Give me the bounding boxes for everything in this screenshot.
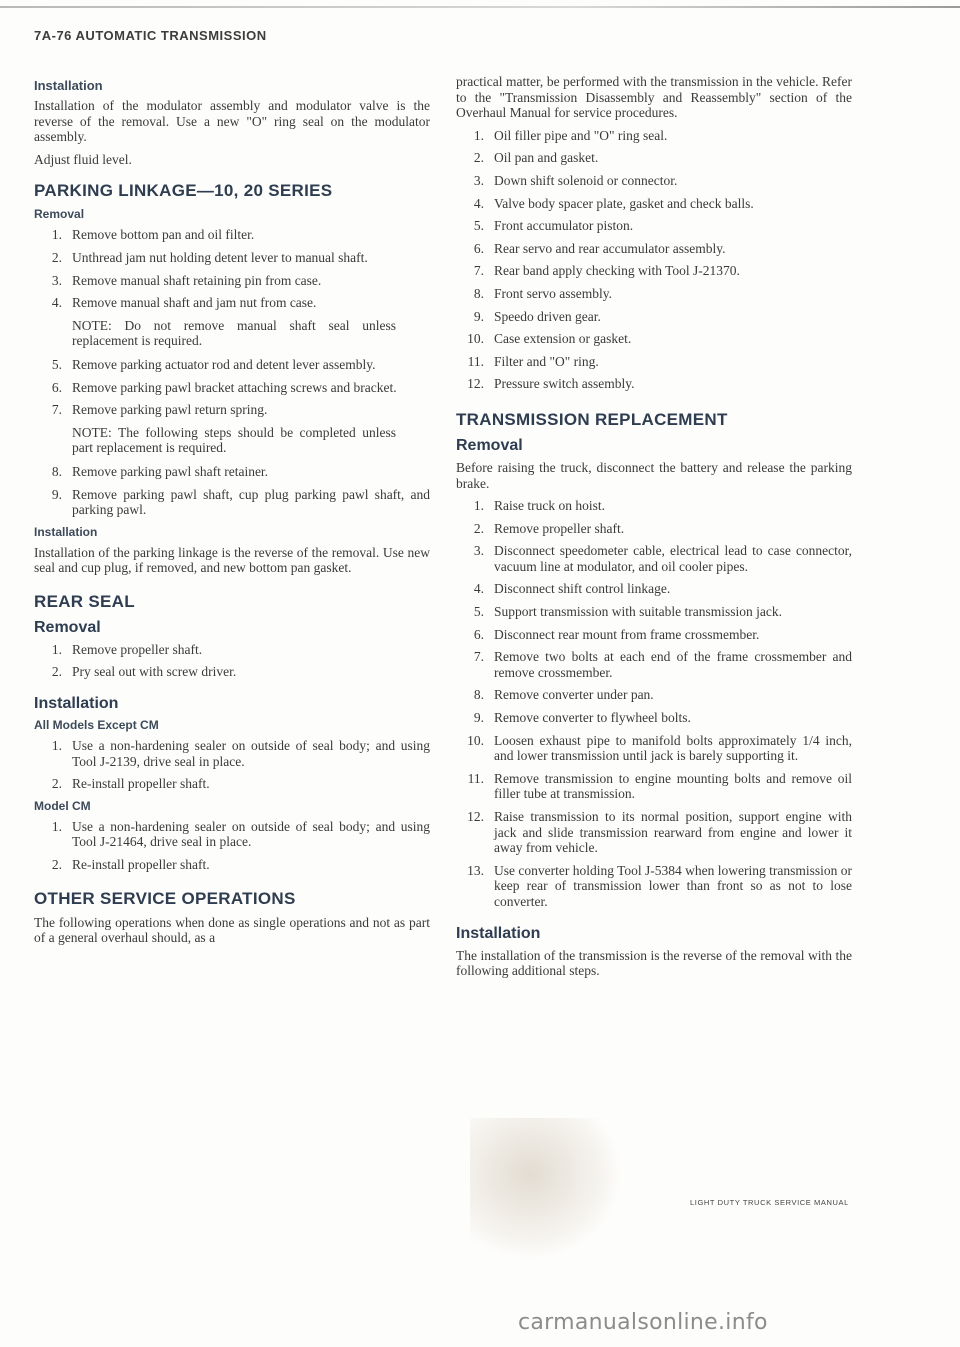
step-number: 11. bbox=[467, 353, 484, 369]
step-number: 2. bbox=[51, 857, 62, 873]
other-service-heading: OTHER SERVICE OPERATIONS bbox=[34, 888, 296, 908]
removal-heading: Removal bbox=[34, 618, 101, 636]
list-item bbox=[34, 357, 430, 373]
list-item bbox=[456, 604, 852, 620]
installation-heading: Installation bbox=[34, 78, 103, 93]
installation-heading: Installation bbox=[34, 695, 119, 713]
step-number: 1. bbox=[51, 641, 62, 657]
removal-heading: Removal bbox=[456, 436, 523, 454]
step-number: 4. bbox=[473, 581, 484, 597]
list-item bbox=[456, 498, 852, 514]
parking-steps-b bbox=[34, 357, 430, 418]
step-number: 1. bbox=[51, 227, 62, 243]
list-item bbox=[456, 309, 852, 325]
replacement-installation-text: The installation of the transmission is the reverse of the removal with the following additional steps. bbox=[456, 947, 852, 979]
step-text: Rear band apply checking with Tool J-21370. bbox=[494, 263, 740, 279]
step-text: Oil pan and gasket. bbox=[494, 150, 599, 166]
step-number: 10. bbox=[467, 331, 484, 347]
step-number: 9. bbox=[473, 308, 484, 324]
list-item bbox=[456, 376, 852, 392]
list-item bbox=[34, 295, 430, 311]
rear-seal-heading: REAR SEAL bbox=[34, 591, 135, 611]
step-text: Filter and "O" ring. bbox=[494, 353, 599, 369]
step-text: Raise truck on hoist. bbox=[494, 498, 605, 514]
list-item bbox=[456, 863, 852, 910]
parking-steps-a bbox=[34, 227, 430, 310]
step-number: 3. bbox=[51, 272, 62, 288]
list-item bbox=[456, 354, 852, 370]
step-text: Down shift solenoid or connector. bbox=[494, 172, 678, 188]
step-number: 8. bbox=[473, 285, 484, 301]
step-text: Pry seal out with screw driver. bbox=[72, 664, 237, 680]
list-item bbox=[456, 218, 852, 234]
step-text: Loosen exhaust pipe to manifold bolts approximately 1/4 inch, and lower transmission until jack is barely supporting it. bbox=[494, 732, 852, 764]
list-item bbox=[456, 286, 852, 302]
step-number: 6. bbox=[473, 240, 484, 256]
list-item bbox=[34, 250, 430, 266]
step-number: 7. bbox=[51, 402, 62, 418]
step-text: Valve body spacer plate, gasket and check balls. bbox=[494, 195, 754, 211]
step-number: 2. bbox=[51, 249, 62, 265]
right-column bbox=[456, 74, 852, 986]
replacement-intro: Before raising the truck, disconnect the battery and release the parking brake. bbox=[456, 459, 852, 491]
parking-installation-text: Installation of the parking linkage is the reverse of the removal. Use new seal and cup plug, if removed, and new bottom pan gasket. bbox=[34, 544, 430, 576]
all-models-heading: All Models Except CM bbox=[34, 718, 159, 733]
model-cm-heading: Model CM bbox=[34, 798, 91, 813]
list-item bbox=[456, 173, 852, 189]
page-stain bbox=[470, 1118, 620, 1258]
watermark: carmanualsonline.info bbox=[518, 1310, 768, 1335]
list-item bbox=[456, 543, 852, 574]
step-number: 6. bbox=[473, 626, 484, 642]
rear-seal-removal-steps bbox=[34, 642, 430, 680]
list-item bbox=[34, 464, 430, 480]
step-number: 5. bbox=[473, 218, 484, 234]
list-item bbox=[456, 196, 852, 212]
replacement-steps bbox=[456, 498, 852, 909]
list-item bbox=[34, 664, 430, 680]
installation-heading: Installation bbox=[456, 924, 541, 942]
left-column bbox=[34, 74, 430, 953]
step-number: 10. bbox=[467, 732, 484, 748]
step-number: 5. bbox=[51, 356, 62, 372]
list-item bbox=[456, 627, 852, 643]
note: NOTE: Do not remove manual shaft seal unless replacement is required. bbox=[72, 317, 396, 349]
step-text: Disconnect shift control linkage. bbox=[494, 581, 671, 597]
installation-heading: Installation bbox=[34, 524, 98, 539]
list-item bbox=[456, 809, 852, 856]
adjust-fluid-text: Adjust fluid level. bbox=[34, 151, 132, 167]
list-item bbox=[34, 819, 430, 850]
step-number: 9. bbox=[473, 710, 484, 726]
step-text: Support transmission with suitable transmission jack. bbox=[494, 604, 782, 620]
step-number: 12. bbox=[467, 376, 484, 392]
step-number: 4. bbox=[473, 195, 484, 211]
step-text: Remove propeller shaft. bbox=[494, 520, 625, 536]
list-item bbox=[456, 263, 852, 279]
step-text: Remove converter under pan. bbox=[494, 687, 654, 703]
step-text: Remove bottom pan and oil filter. bbox=[72, 227, 255, 243]
step-text: Remove manual shaft and jam nut from case. bbox=[72, 295, 317, 311]
step-text: Remove converter to flywheel bolts. bbox=[494, 710, 691, 726]
step-number: 6. bbox=[51, 379, 62, 395]
step-number: 5. bbox=[473, 604, 484, 620]
step-number: 1. bbox=[473, 127, 484, 143]
parking-steps-c bbox=[34, 464, 430, 518]
step-text: Unthread jam nut holding detent lever to manual shaft. bbox=[72, 249, 368, 265]
step-number: 2. bbox=[473, 150, 484, 166]
running-head: 7A-76 AUTOMATIC TRANSMISSION bbox=[34, 28, 267, 43]
list-item bbox=[456, 687, 852, 703]
list-item bbox=[34, 402, 430, 418]
step-text: Remove two bolts at each end of the frame crossmember and remove crossmember. bbox=[494, 649, 852, 680]
list-item bbox=[34, 227, 430, 243]
step-text: Remove transmission to engine mounting bolts and remove oil filler tube at transmission. bbox=[494, 770, 852, 802]
step-text: Remove parking pawl shaft retainer. bbox=[72, 463, 269, 479]
list-item bbox=[34, 738, 430, 769]
step-number: 2. bbox=[51, 776, 62, 792]
step-text: Re-install propeller shaft. bbox=[72, 776, 210, 792]
list-item bbox=[456, 733, 852, 764]
list-item bbox=[34, 273, 430, 289]
step-text: Use a non-hardening sealer on outside of seal body; and using Tool J-21464, drive seal in place. bbox=[72, 818, 430, 850]
list-item bbox=[34, 776, 430, 792]
list-item bbox=[456, 771, 852, 802]
step-text: Use a non-hardening sealer on outside of seal body; and using Tool J-2139, drive seal in place. bbox=[72, 738, 430, 769]
step-number: 1. bbox=[473, 498, 484, 514]
service-operations-list bbox=[456, 128, 852, 392]
transmission-replacement-heading: TRANSMISSION REPLACEMENT bbox=[456, 409, 728, 429]
step-number: 1. bbox=[51, 818, 62, 834]
step-text: Front servo assembly. bbox=[494, 285, 612, 301]
step-text: Oil filler pipe and "O" ring seal. bbox=[494, 127, 668, 143]
step-text: Re-install propeller shaft. bbox=[72, 857, 210, 873]
step-text: Remove parking actuator rod and detent lever assembly. bbox=[72, 356, 376, 372]
step-number: 4. bbox=[51, 295, 62, 311]
step-text: Remove manual shaft retaining pin from case. bbox=[72, 272, 322, 288]
right-intro-text: practical matter, be performed with the transmission in the vehicle. Refer to the "Transmission Disassembly and Reassembly" section of the Overhaul Manual for service procedures. bbox=[456, 74, 852, 121]
list-item bbox=[456, 521, 852, 537]
step-text: Case extension or gasket. bbox=[494, 331, 632, 347]
list-item bbox=[456, 150, 852, 166]
step-number: 2. bbox=[473, 520, 484, 536]
list-item bbox=[34, 642, 430, 658]
step-text: Remove parking pawl return spring. bbox=[72, 402, 268, 418]
list-item bbox=[456, 710, 852, 726]
list-item bbox=[34, 857, 430, 873]
step-text: Raise transmission to its normal position, support engine with jack and slide transmission rearward from engine and lower it away from vehicle. bbox=[494, 809, 852, 856]
removal-heading: Removal bbox=[34, 207, 85, 222]
step-text: Disconnect speedometer cable, electrical lead to case connector, vacuum line at modulator, and oil cooler pipes. bbox=[494, 543, 852, 574]
step-number: 7. bbox=[473, 649, 484, 665]
note: NOTE: The following steps should be completed unless part replacement is required. bbox=[72, 424, 396, 456]
step-text: Disconnect rear mount from frame crossmember. bbox=[494, 626, 760, 642]
list-item bbox=[456, 649, 852, 680]
model-cm-steps bbox=[34, 819, 430, 873]
step-text: Remove parking pawl shaft, cup plug parking pawl shaft, and parking pawl. bbox=[72, 486, 430, 518]
step-text: Pressure switch assembly. bbox=[494, 376, 635, 392]
step-number: 8. bbox=[51, 463, 62, 479]
step-number: 7. bbox=[473, 263, 484, 279]
step-number: 3. bbox=[473, 172, 484, 188]
step-number: 2. bbox=[51, 664, 62, 680]
step-number: 1. bbox=[51, 738, 62, 754]
step-text: Front accumulator piston. bbox=[494, 218, 634, 234]
step-text: Speedo driven gear. bbox=[494, 308, 601, 324]
step-number: 12. bbox=[467, 809, 484, 824]
list-item bbox=[34, 487, 430, 518]
list-item bbox=[456, 581, 852, 597]
list-item bbox=[456, 241, 852, 257]
list-item bbox=[456, 128, 852, 144]
list-item bbox=[34, 380, 430, 396]
step-number: 8. bbox=[473, 687, 484, 703]
list-item bbox=[456, 331, 852, 347]
step-text: Rear servo and rear accumulator assembly. bbox=[494, 240, 726, 256]
step-number: 11. bbox=[467, 770, 484, 786]
top-rule bbox=[0, 6, 960, 8]
parking-linkage-heading: PARKING LINKAGE—10, 20 SERIES bbox=[34, 181, 333, 201]
other-service-text: The following operations when done as single operations and not as part of a general overhaul should, as a bbox=[34, 914, 430, 946]
step-number: 3. bbox=[473, 543, 484, 559]
step-number: 13. bbox=[467, 862, 484, 878]
installation-text: Installation of the modulator assembly and modulator valve is the reverse of the removal. Use a new "O" ring seal on the modulator assembly. bbox=[34, 98, 430, 145]
footer: LIGHT DUTY TRUCK SERVICE MANUAL bbox=[690, 1198, 849, 1207]
step-text: Use converter holding Tool J-5384 when lowering transmission or keep rear of transmission lower than front so as not to lose converter. bbox=[494, 862, 853, 909]
all-models-steps bbox=[34, 738, 430, 792]
step-number: 9. bbox=[51, 486, 62, 502]
step-text: Remove parking pawl bracket attaching screws and bracket. bbox=[72, 379, 397, 395]
step-text: Remove propeller shaft. bbox=[72, 641, 203, 657]
